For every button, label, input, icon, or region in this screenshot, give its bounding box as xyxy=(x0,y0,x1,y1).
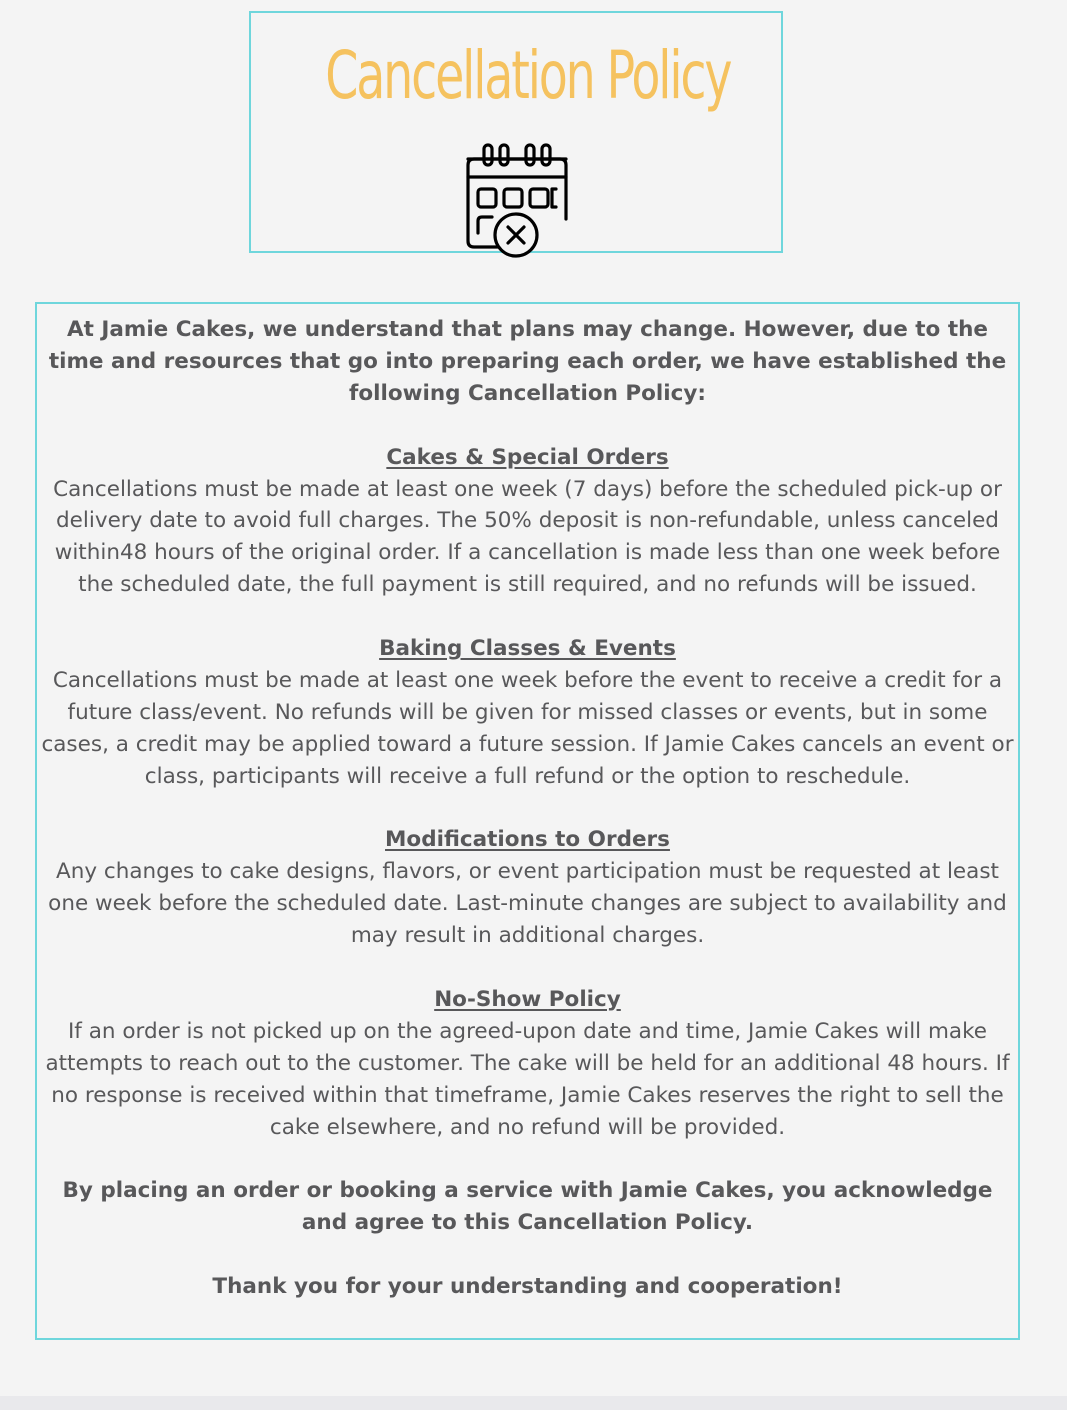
intro-text: At Jamie Cakes, we understand that plans may change. However, due to the time and resources that go into preparing each order, we have established the following Cancellation Policy: xyxy=(48,317,1007,406)
section-heading-cakes: Cakes & Special Orders xyxy=(386,444,669,470)
section-body-modifications: Any changes to cake designs, flavors, or event participation must be requested at least one week before the scheduled date. Last-minute changes are subject to availability and may result in additional charges. xyxy=(48,859,1007,949)
page-title: Cancellation Policy xyxy=(325,37,731,114)
section-heading-modifications: Modifications to Orders xyxy=(385,827,670,853)
title-box xyxy=(249,11,783,253)
policy-box xyxy=(35,302,1020,1340)
section-heading-no-show: No-Show Policy xyxy=(434,986,621,1012)
section-heading-classes: Baking Classes & Events xyxy=(379,636,676,662)
section-body-cakes: Cancellations must be made at least one week (7 days) before the scheduled pick-up or delivery date to avoid full charges. The 50% deposit is non-refundable, unless canceled within48 hours of the original order. If a cancellation is made less than one week before the scheduled date, the full payment is still required, and no refunds will be issued. xyxy=(53,476,1002,598)
calendar-cancel-icon xyxy=(464,139,570,261)
section-body-classes: Cancellations must be made at least one week before the event to receive a credit for a future class/event. No refunds will be given for missed classes or events, but in some cases, a credit may be applied toward a future session. If Jamie Cakes cancels an event or class, participants will receive a full refund or the option to reschedule. xyxy=(41,667,1014,789)
acknowledgement-text: By placing an order or booking a service with Jamie Cakes, you acknowledge and agree to this Cancellation Policy. xyxy=(62,1178,993,1236)
bottom-strip xyxy=(0,1396,1067,1410)
thanks-text: Thank you for your understanding and cooperation! xyxy=(212,1274,843,1300)
section-body-no-show: If an order is not picked up on the agreed-upon date and time, Jamie Cakes will make attempts to reach out to the customer. The cake will be held for an additional 48 hours. If no response is received within that timeframe, Jamie Cakes reserves the right to sell the cake elsewhere, and no refund will be provided. xyxy=(45,1018,1010,1140)
